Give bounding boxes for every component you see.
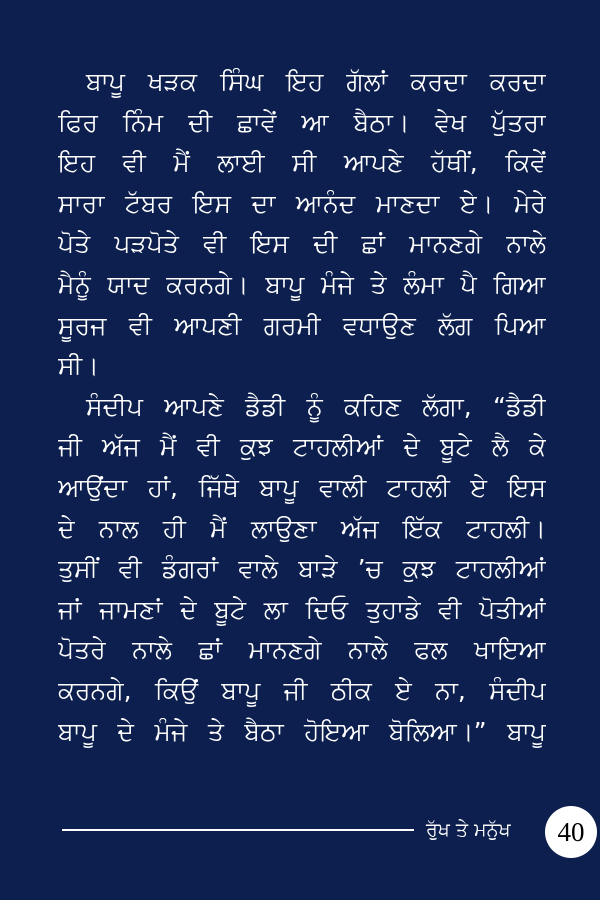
text-line: ਮੈਨੂੰ ਯਾਦ ਕਰਨਗੇ। ਬਾਪੂ ਮੰਜੇ ਤੇ ਲੰਮਾ ਪੈ ਗਿਆ [58,269,546,299]
text-line: ਪੋਤੇ ਪੜਪੋਤੇ ਵੀ ਇਸ ਦੀ ਛਾਂ ਮਾਨਣਗੇ ਨਾਲੇ [58,229,546,259]
text-line: ਆਉਂਦਾ ਹਾਂ, ਜਿੱਥੇ ਬਾਪੂ ਵਾਲੀ ਟਾਹਲੀ ਏ ਇਸ [58,472,546,502]
footer-divider [62,829,414,831]
text-line: ਜਾਂ ਜਾਮਣਾਂ ਦੇ ਬੂਟੇ ਲਾ ਦਿਓ ਤੁਹਾਡੇ ਵੀ ਪੋਤੀਆਂ [58,594,546,624]
book-title: ਰੁੱਖ ਤੇ ਮਨੁੱਖ [426,819,511,841]
text-line: ਕਰਨਗੇ, ਕਿਉਂ ਬਾਪੂ ਜੀ ਠੀਕ ਏ ਨਾ, ਸੰਦੀਪ [58,675,546,705]
text-line: ਸੀ। [58,351,100,381]
text-line: ਸਾਰਾ ਟੱਬਰ ਇਸ ਦਾ ਆਨੰਦ ਮਾਣਦਾ ਏ। ਮੇਰੇ [58,188,546,218]
text-line: ਤੁਸੀਂ ਵੀ ਡੰਗਰਾਂ ਵਾਲੇ ਬਾੜੇ ’ਚ ਕੁਝ ਟਾਹਲੀਆਂ [58,554,546,584]
body-text [58,62,546,752]
text-line: ਜੀ ਅੱਜ ਮੈਂ ਵੀ ਕੁਝ ਟਾਹਲੀਆਂ ਦੇ ਬੂਟੇ ਲੈ ਕੇ [58,432,546,462]
text-line: ਬਾਪੂ ਖੜਕ ਸਿੰਘ ਇਹ ਗੱਲਾਂ ਕਰਦਾ ਕਰਦਾ [86,67,546,96]
text-line: ਦੇ ਨਾਲ ਹੀ ਮੈਂ ਲਾਉਣਾ ਅੱਜ ਇੱਕ ਟਾਹਲੀ। [58,513,546,543]
text-line: ਪੋਤਰੇ ਨਾਲੇ ਛਾਂ ਮਾਨਣਗੇ ਨਾਲੇ ਫਲ ਖਾਇਆ [58,635,546,665]
text-line: ਇਹ ਵੀ ਮੈਂ ਲਾਈ ਸੀ ਆਪਣੇ ਹੱਥੀਂ, ਕਿਵੇਂ [58,148,546,178]
text-line: ਫਿਰ ਨਿੰਮ ਦੀ ਛਾਵੇਂ ਆ ਬੈਠਾ। ਵੇਖ ਪੁੱਤਰਾ [58,107,546,137]
page-number-badge: 40 [545,806,597,858]
text-line: ਬਾਪੂ ਦੇ ਮੰਜੇ ਤੇ ਬੈਠਾ ਹੋਇਆ ਬੋਲਿਆ।” ਬਾਪੂ [58,716,546,746]
text-line: ਸੂਰਜ ਵੀ ਆਪਣੀ ਗਰਮੀ ਵਧਾਉਣ ਲੱਗ ਪਿਆ [58,310,546,340]
text-line: ਸੰਦੀਪ ਆਪਣੇ ਡੈਡੀ ਨੂੰ ਕਹਿਣ ਲੱਗਾ, “ਡੈਡੀ [86,391,546,421]
